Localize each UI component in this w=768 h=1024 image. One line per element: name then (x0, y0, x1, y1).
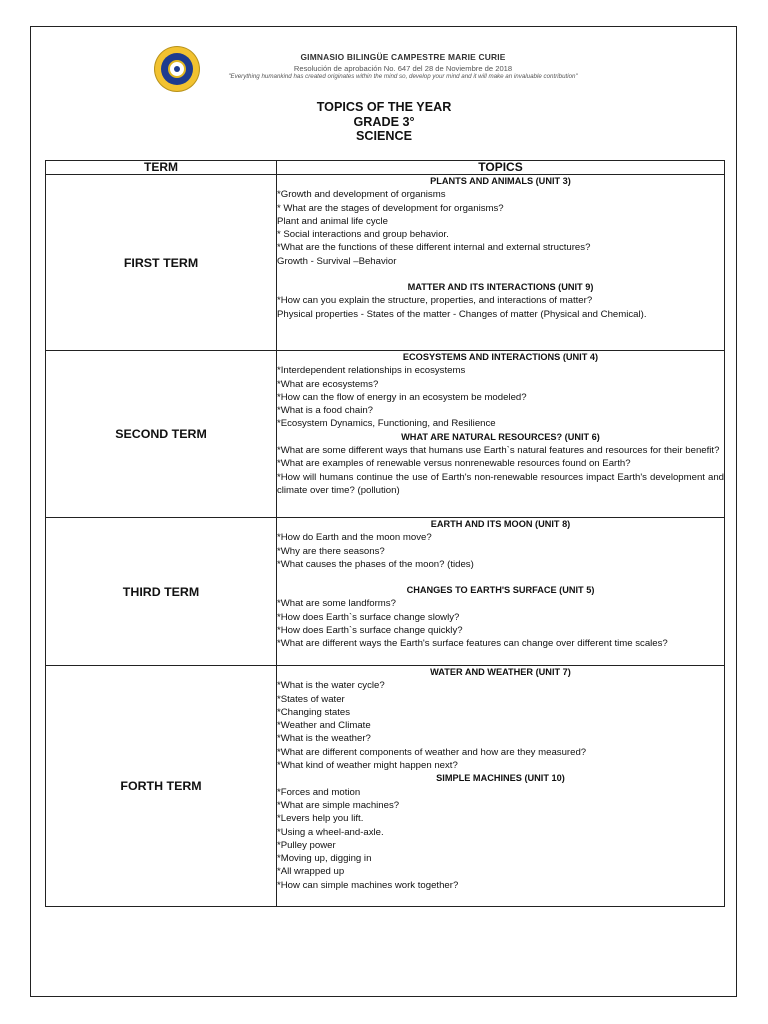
topic-item: *All wrapped up (277, 866, 345, 878)
title-line-1: TOPICS OF THE YEAR (316, 100, 452, 114)
topic-item: Plant and animal life cycle (277, 215, 388, 227)
topic-item: *Ecosystem Dynamics, Functioning, and Resilience (277, 418, 496, 430)
topic-item: *Why are there seasons? (277, 545, 385, 557)
letterhead (150, 40, 605, 98)
term-name: FORTH TERM (46, 666, 277, 907)
topic-item: *What are examples of renewable versus nonrenewable resources found on Earth? (277, 458, 631, 470)
topic-item: *Growth and development of organisms (277, 189, 446, 201)
topics-cell (277, 666, 725, 907)
topic-item: *Moving up, digging in (277, 853, 372, 865)
topic-item: *What causes the phases of the moon? (tides) (277, 558, 474, 570)
topic-item: *What is the weather? (277, 733, 371, 745)
unit-title: EARTH AND ITS MOON (UNIT 8) (430, 519, 571, 529)
term-name: FIRST TERM (46, 175, 277, 351)
topic-item: Physical properties - States of the matter - Changes of matter (Physical and Chemical). (277, 308, 647, 320)
unit-title: ECOSYSTEMS AND INTERACTIONS (UNIT 4) (402, 352, 599, 362)
topic-item: *How can the flow of energy in an ecosystem be modeled? (277, 391, 527, 403)
table-row (46, 351, 725, 518)
topic-item: *Forces and motion (277, 786, 361, 798)
unit-title: CHANGES TO EARTH'S SURFACE (UNIT 5) (406, 585, 595, 596)
topic-item: *What are different ways the Earth's surface features can change over different time scales? (277, 638, 668, 650)
topic-item: *How can simple machines work together? (277, 879, 459, 891)
topic-item: *How will humans continue the use of Earth's non-renewable resources impact Earth's development and climate over time? (pollution) (277, 471, 724, 496)
topic-item: *Changing states (277, 706, 351, 718)
topic-item: *What is a food chain? (277, 405, 373, 417)
topic-item: *What are some different ways that humans use Earth`s natural features and resources for their benefit? (277, 445, 720, 457)
topic-item: *Levers help you lift. (277, 813, 364, 825)
topic-item: *Using a wheel-and-axle. (277, 826, 384, 838)
topics-column-header: TOPICS (277, 161, 725, 175)
topic-item: *How do Earth and the moon move? (277, 532, 432, 544)
topics-cell (277, 175, 725, 351)
topics-table (45, 160, 725, 907)
topic-item: *What are simple machines? (277, 799, 400, 811)
topic-item: *What are the functions of these different internal and external structures? (277, 242, 591, 254)
topic-item: *How does Earth`s surface change slowly? (277, 611, 460, 623)
title-line-3: SCIENCE (356, 129, 412, 143)
topic-item: *What are some landforms? (277, 598, 396, 610)
topic-item: *How can you explain the structure, properties, and interactions of matter? (277, 295, 593, 307)
topic-item: *Weather and Climate (277, 720, 371, 732)
topic-item: *States of water (277, 693, 345, 705)
table-header-row (46, 161, 725, 175)
topic-item: *What are different components of weather and how are they measured? (277, 746, 587, 758)
topic-item: *What is the water cycle? (277, 680, 385, 692)
school-name: GIMNASIO BILINGÜE CAMPESTRE MARIE CURIE (300, 52, 506, 62)
term-name: THIRD TERM (46, 518, 277, 666)
topics-cell (277, 518, 725, 666)
unit-title: PLANTS AND ANIMALS (UNIT 3) (430, 176, 571, 186)
table-row (46, 175, 725, 351)
unit-title: MATTER AND ITS INTERACTIONS (UNIT 9) (407, 282, 594, 293)
table-row (46, 518, 725, 666)
unit-title: WATER AND WEATHER (UNIT 7) (430, 667, 571, 677)
topic-item: *Pulley power (277, 839, 336, 851)
school-seal-logo (155, 47, 199, 91)
topic-item: *How does Earth`s surface change quickly? (277, 625, 463, 637)
topic-item: *Interdependent relationships in ecosystems (277, 365, 466, 377)
resolution-line: Resolución de aprobación No. 647 del 28 de Noviembre de 2018 (293, 64, 513, 73)
unit-title: WHAT ARE NATURAL RESOURCES? (UNIT 6) (401, 431, 600, 442)
topic-item: *What kind of weather might happen next? (277, 760, 458, 772)
topic-item: Growth - Survival –Behavior (277, 255, 397, 267)
topics-cell (277, 351, 725, 518)
document-title (200, 100, 568, 144)
topic-item: * What are the stages of development for organisms? (277, 202, 504, 214)
school-motto: "Everything humankind has created originates within the mind so, develop your mind and it will make an invaluable contribution" (228, 73, 578, 80)
topic-item: *What are ecosystems? (277, 378, 379, 390)
topic-item: * Social interactions and group behavior. (277, 229, 449, 241)
unit-title: SIMPLE MACHINES (UNIT 10) (436, 773, 565, 784)
term-column-header: TERM (46, 161, 277, 175)
term-name: SECOND TERM (46, 351, 277, 518)
title-line-2: GRADE 3° (353, 114, 415, 129)
table-row (46, 666, 725, 907)
